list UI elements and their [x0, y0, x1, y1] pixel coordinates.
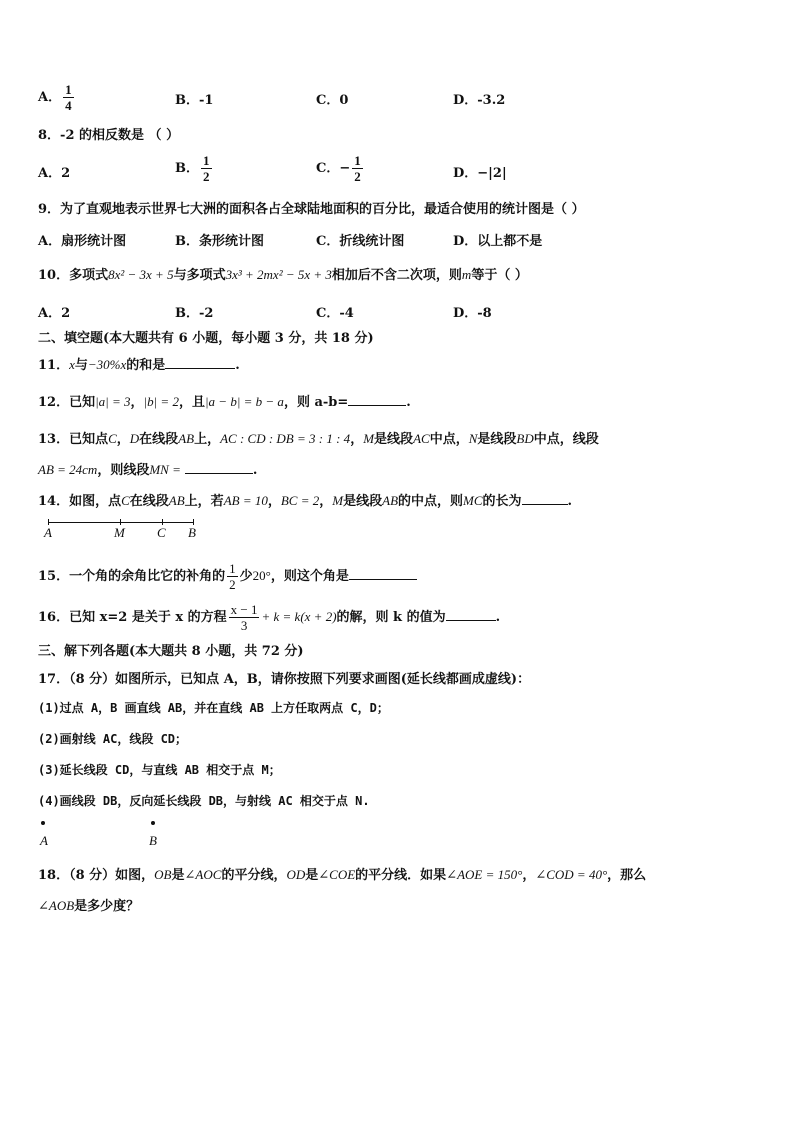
q18-line-1	[38, 864, 646, 883]
q17-figure	[38, 818, 178, 852]
q14: 14．如图，点C在线段AB上，若AB = 10，BC = 2，M是线段AB的中点，则MC的长为 .	[38, 493, 573, 509]
q10-suffix: 相加后不含二次项，则	[331, 268, 462, 283]
numerator: 1	[203, 153, 210, 168]
q12-end: .	[406, 395, 411, 410]
q13-line-2	[38, 459, 257, 478]
q9-option-d: D．以上都不是	[453, 234, 543, 249]
q7-option-b: B．-1	[175, 93, 214, 108]
angle-coe: ∠COE	[318, 867, 356, 882]
ray-od: OD	[286, 867, 306, 882]
option-label: C．−	[316, 161, 351, 176]
angle-aob: ∠AOB	[38, 898, 75, 913]
option-label: B．	[175, 161, 199, 176]
q14-t3: 上，若	[184, 494, 224, 509]
q11	[38, 354, 240, 373]
q17-step-2: (2)画射线 AC，线段 CD；	[38, 732, 188, 746]
denominator: 2	[203, 169, 210, 184]
q13-prefix: 13．已知点	[38, 432, 109, 447]
q18-t7: ，那么	[607, 868, 647, 883]
q16-t2: 的解，则 k 的值为	[336, 610, 446, 625]
q9-stem: 9．为了直观地表示世界七大洲的面积各占全球陆地面积的百分比，最适合使用的统计图是（ ）	[38, 202, 585, 217]
q11-mid: 与	[74, 358, 88, 373]
segment-bd: BD	[516, 431, 534, 446]
q10-prefix: 10．多项式	[38, 268, 109, 283]
q13-end: .	[252, 463, 258, 478]
q14-t1: 14．如图，点	[38, 494, 122, 509]
numerator: x − 1	[230, 602, 258, 617]
denominator: 4	[65, 98, 72, 113]
q11-num: 11．	[38, 358, 70, 373]
label-b: B	[149, 833, 157, 848]
q10-stem	[38, 264, 528, 283]
q13-mn: MN =	[149, 462, 181, 477]
q13-on: 在线段	[139, 432, 179, 447]
q18-t4: 是	[305, 868, 319, 883]
q11-end: .	[235, 358, 240, 373]
q16-expr: + k = k(x + 2)	[261, 609, 337, 624]
numerator: 1	[65, 82, 72, 97]
segment-mc: MC	[463, 493, 483, 508]
q8-stem: 8．-2 的相反数是 （ ）	[38, 128, 180, 143]
q10-end: 等于（ ）	[471, 268, 528, 283]
q15-t3: ，则这个角是	[270, 569, 349, 584]
q8-option-d: D．−|2|	[453, 166, 507, 181]
q7-option-d: D．-3.2	[453, 93, 506, 108]
segment-ab: AB	[382, 493, 399, 508]
q16-t1: 16．已知 x=2 是关于 x 的方程	[38, 610, 227, 625]
point-m: M	[363, 431, 375, 446]
q15	[38, 561, 417, 592]
section-2-heading: 二、填空题(本大题共有 6 小题，每小题 3 分，共 18 分)	[38, 331, 374, 346]
q13-mid2: 中点，	[429, 432, 469, 447]
q12-expr-2: |b| = 2	[143, 394, 179, 409]
q8-option-a: A．2	[38, 166, 71, 181]
numerator: 1	[354, 153, 361, 168]
q9-option-b: B．条形统计图	[175, 234, 264, 249]
segment-line	[48, 522, 194, 523]
q12-suffix: ，则 a-b=	[283, 395, 349, 410]
var-x: x	[69, 357, 75, 372]
denominator: 3	[240, 618, 248, 633]
angle-aoc: ∠AOC	[184, 867, 222, 882]
q11-expr: −30%x	[87, 357, 127, 372]
fraction	[201, 153, 212, 184]
q14-t2: 在线段	[129, 494, 169, 509]
q18-t3: 的平分线，	[221, 868, 287, 883]
q13-line-1: 13．已知点C，D在线段AB上，AC : CD : DB = 3 : 1 : 4，M是线段AC中点，N是线段BD中点，线段	[38, 431, 599, 447]
answer-blank[interactable]	[165, 358, 235, 369]
q10-option-c: C．-4	[316, 306, 354, 321]
polynomial-2: 3x³ + 2mx² − 5x + 3	[225, 267, 332, 282]
q11-suffix: 的和是	[126, 358, 166, 373]
ray-ob: OB	[154, 867, 172, 882]
q14-t4: 是线段	[343, 494, 383, 509]
label-b: B	[188, 525, 196, 540]
polynomial-1: 8x² − 3x + 5	[108, 267, 174, 282]
q12-mid: ，且	[178, 395, 205, 410]
q15-t2: 少	[239, 569, 253, 584]
denominator: 2	[229, 577, 236, 592]
section-3-heading: 三、解下列各题(本大题共 8 小题，共 72 分)	[38, 644, 304, 659]
q17-step-3: (3)延长线段 CD，与直线 AB 相交于点 M；	[38, 763, 281, 777]
answer-blank[interactable]	[349, 569, 417, 580]
label-m: M	[114, 525, 125, 540]
q17-stem: 17．（8 分）如图所示，已知点 A，B，请你按照下列要求画图(延长线都画成虚线)：	[38, 672, 531, 687]
q13-ab-length: AB = 24cm	[38, 462, 98, 477]
q18-t6: ，	[522, 868, 536, 883]
q13-ratio: AC : CD : DB = 3 : 1 : 4	[220, 431, 351, 446]
q12: 12．已知|a| = 3，|b| = 2，且|a − b| = b − a，则 a-b= .	[38, 394, 411, 410]
point-m: M	[332, 493, 344, 508]
point-a-dot	[41, 821, 45, 825]
q16	[38, 602, 500, 633]
q18-t1: 18．（8 分）如图，	[38, 868, 155, 883]
q13-mid1: 是线段	[374, 432, 414, 447]
q13-line2-mid: ，则线段	[97, 463, 150, 478]
fraction	[63, 82, 74, 113]
segment-ac: AC	[413, 431, 430, 446]
q14-t5: 的中点，则	[398, 494, 464, 509]
answer-blank[interactable]	[446, 610, 496, 621]
q9-option-a: A．扇形统计图	[38, 234, 127, 249]
point-c: C	[108, 431, 117, 446]
angle-aoe-value: ∠AOE = 150°	[446, 867, 523, 882]
q18-t2: 是	[171, 868, 185, 883]
label-a: A	[40, 833, 48, 848]
q13-mid3: 是线段	[477, 432, 517, 447]
point-c: C	[121, 493, 130, 508]
q17-step-1: (1)过点 A，B 画直线 AB，并在直线 AB 上方任取两点 C，D；	[38, 701, 389, 715]
label-a: A	[44, 525, 52, 540]
q18-line-2	[38, 895, 139, 914]
q12-num: 12．已知	[38, 395, 96, 410]
fraction	[227, 561, 238, 592]
numerator: 1	[229, 561, 236, 576]
q18-t5: 的平分线．如果	[355, 868, 447, 883]
answer-blank[interactable]	[185, 463, 253, 474]
q16-end: .	[495, 610, 501, 625]
q8-option-b	[175, 153, 214, 184]
q14-t6: 的长为	[482, 494, 522, 509]
q12-expr-1: |a| = 3	[95, 394, 131, 409]
variable-m: m	[461, 267, 472, 282]
point-d: D	[129, 431, 140, 446]
q10-option-d: D．-8	[453, 306, 492, 321]
fraction	[352, 153, 363, 184]
q10-option-b: B．-2	[175, 306, 214, 321]
point-n: N	[468, 431, 478, 446]
q10-mid: 与多项式	[173, 268, 226, 283]
q17-step-4: (4)画线段 DB，反向延长线段 DB，与射线 AC 相交于点 N.	[38, 794, 370, 808]
answer-blank[interactable]	[522, 494, 568, 505]
q7-option-c: C．0	[316, 93, 349, 108]
option-label: A．	[38, 90, 62, 105]
label-c: C	[157, 525, 166, 540]
q13-mid4: 中点，线段	[533, 432, 599, 447]
answer-blank[interactable]	[348, 395, 406, 406]
q14-e2: BC = 2	[280, 493, 320, 508]
q15-t1: 15．一个角的余角比它的补角的	[38, 569, 226, 584]
segment-ab: AB	[178, 431, 195, 446]
q12-expr-3: |a − b| = b − a	[204, 394, 284, 409]
q7-option-a	[38, 82, 76, 113]
q18-question: 是多少度？	[74, 899, 140, 914]
q14-figure	[42, 516, 202, 542]
q14-e1: AB = 10	[223, 493, 268, 508]
q10-option-a: A．2	[38, 306, 71, 321]
point-b-dot	[151, 821, 155, 825]
q15-degree: 20°	[252, 568, 271, 583]
segment-ab: AB	[168, 493, 185, 508]
fraction	[229, 602, 260, 633]
q14-end: .	[567, 494, 573, 509]
angle-cod-value: ∠COD = 40°	[535, 867, 608, 882]
q8-option-c	[316, 153, 365, 184]
q9-option-c: C．折线统计图	[316, 234, 405, 249]
denominator: 2	[354, 169, 361, 184]
